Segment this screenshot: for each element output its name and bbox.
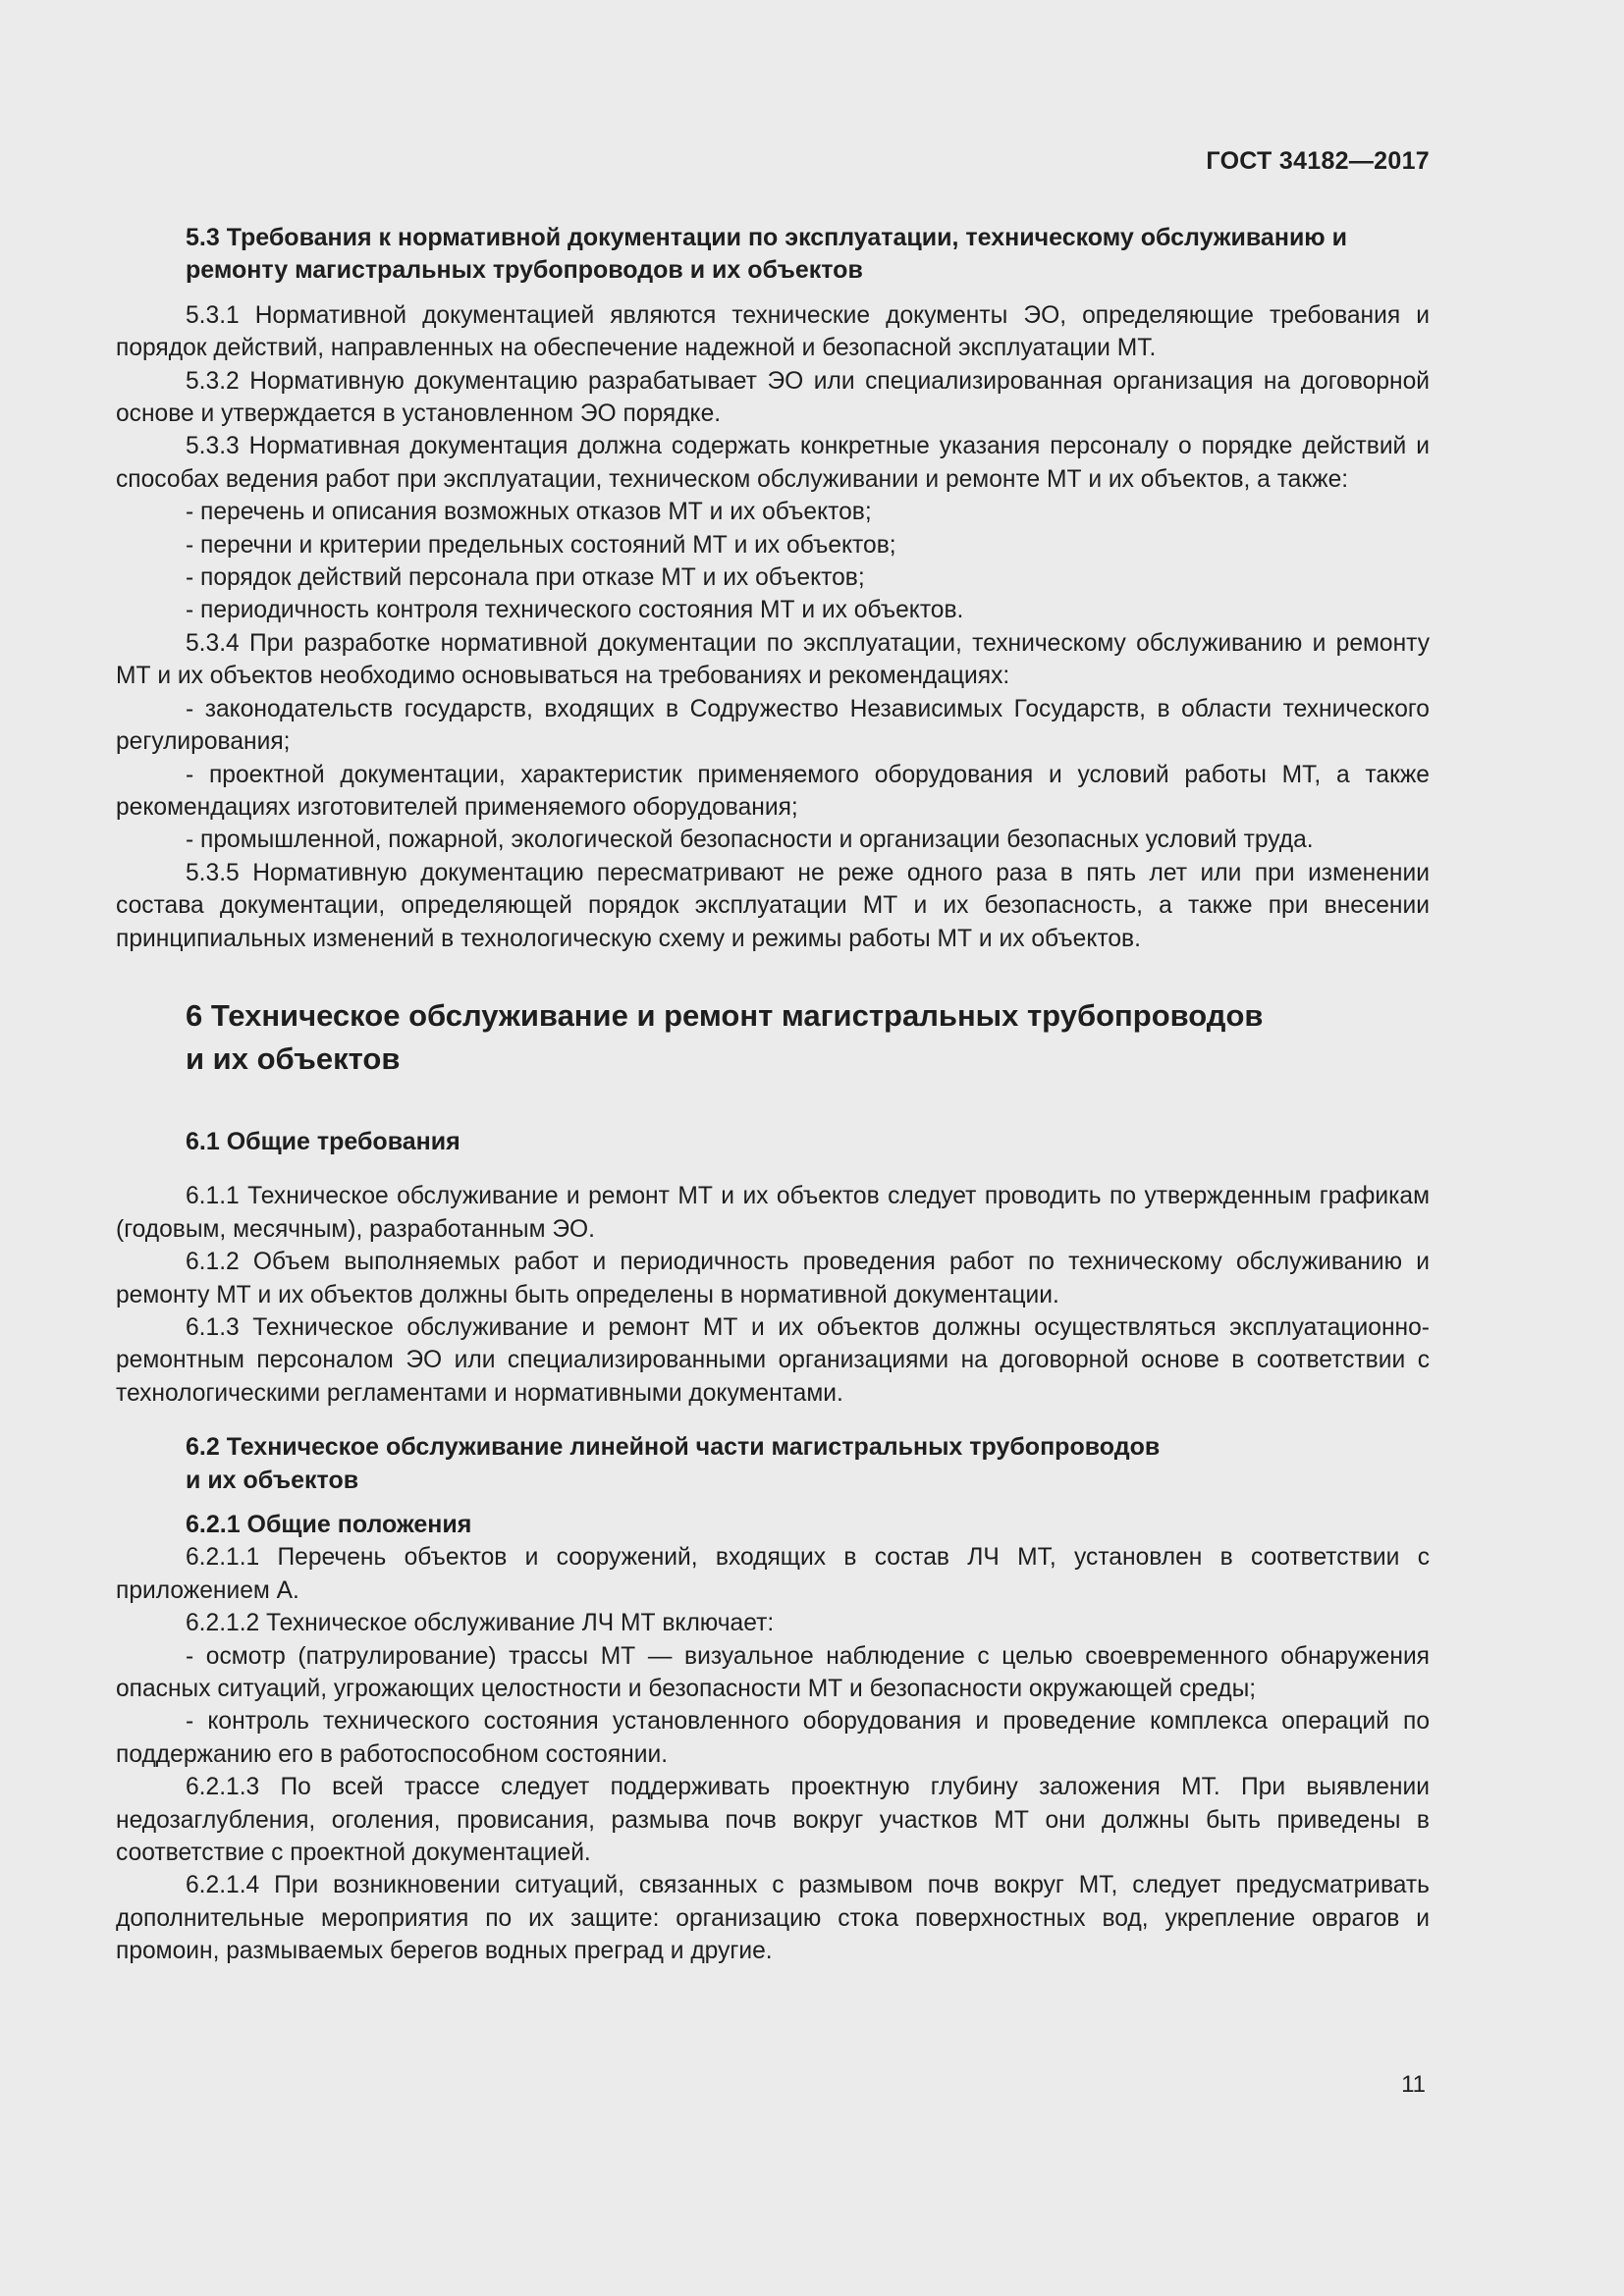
section-6-2-heading-line2: и их объектов <box>186 1466 359 1494</box>
paragraph-5-3-2: 5.3.2 Нормативную документацию разрабатывает ЭО или специализированная организация на договорной основе и утверждается в установленном ЭО порядке. <box>116 367 1430 428</box>
list-item: - контроль технического состояния установленного оборудования и проведение комплекса операций по поддержанию его в работоспособном состоянии. <box>116 1708 1430 1768</box>
list-item: - промышленной, пожарной, экологической безопасности и организации безопасных условий труда. <box>186 827 1314 854</box>
section-6-2-1-heading: 6.2.1 Общие положения <box>186 1511 472 1538</box>
section-6-2-heading-line1: 6.2 Техническое обслуживание линейной части магистральных трубопроводов <box>186 1433 1161 1462</box>
list-item: - перечень и описания возможных отказов МТ и их объектов; <box>186 499 872 526</box>
paragraph-6-1-1: 6.1.1 Техническое обслуживание и ремонт МТ и их объектов следует проводить по утвержденным графикам (годовым, месячным), разработанным ЭО. <box>116 1183 1430 1243</box>
section-6-1-heading: 6.1 Общие требования <box>186 1127 460 1155</box>
paragraph-6-1-2: 6.1.2 Объем выполняемых работ и периодичность проведения работ по техническому обслуживанию и ремонту МТ и их объектов должны быть определены в нормативной документации. <box>116 1249 1430 1308</box>
page-number: 11 <box>1401 2071 1426 2098</box>
paragraph-5-3-1: 5.3.1 Нормативной документацией являются технические документы ЭО, определяющие требования и порядок действий, направленных на обеспечение надежной и безопасной эксплуатации МТ. <box>116 301 1430 362</box>
section-6-2-heading <box>116 1431 1430 1497</box>
section-6-heading <box>116 994 1430 1081</box>
paragraph-5-3-3: 5.3.3 Нормативная документация должна содержать конкретные указания персоналу о порядке действий и способах ведения работ при эксплуатации, техническом обслуживании и ремонте МТ и их объектов, а также: <box>116 433 1430 493</box>
list-item: - порядок действий персонала при отказе МТ и их объектов; <box>186 564 865 592</box>
paragraph-5-3-4: 5.3.4 При разработке нормативной документации по эксплуатации, техническому обслуживанию и ремонту МТ и их объектов необходимо основываться на требованиях и рекомендациях: <box>116 629 1430 690</box>
paragraph-6-2-1-3: 6.2.1.3 По всей трассе следует поддерживать проектную глубину заложения МТ. При выявлении недозаглубления, оголения, провисания, размыва почв вокруг участков МТ они должны быть приведены в соответствие с проектной документацией. <box>116 1774 1430 1867</box>
list-item: - проектной документации, характеристик применяемого оборудования и условий работы МТ, а также рекомендациях изготовителей применяемого оборудования; <box>116 761 1430 821</box>
document-body <box>116 222 1430 1968</box>
list-item: - законодательств государств, входящих в Содружество Независимых Государств, в области технического регулирования; <box>116 695 1430 756</box>
paragraph-6-2-1-1: 6.2.1.1 Перечень объектов и сооружений, входящих в состав ЛЧ МТ, установлен в соответствии с приложением А. <box>116 1544 1430 1604</box>
section-6-heading-line1: 6 Техническое обслуживание и ремонт магистральных трубопроводов <box>186 997 1264 1033</box>
section-6-heading-line2: и их объектов <box>186 1041 401 1076</box>
paragraph-6-2-1-4: 6.2.1.4 При возникновении ситуаций, связанных с размывом почв вокруг МТ, следует предусматривать дополнительные мероприятия по их защите: организацию стока поверхностных вод, укрепление оврагов и промоин, размываемых берегов водных преград и другие. <box>116 1872 1430 1965</box>
list-item: - перечни и критерии предельных состояний МТ и их объектов; <box>186 531 896 559</box>
paragraph-6-1-3: 6.1.3 Техническое обслуживание и ремонт МТ и их объектов должны осуществляться эксплуатационно-ремонтным персоналом ЭО или специализированными организациями на договорной основе в соответствии с технологическими регламентами и нормативными документами. <box>116 1313 1430 1407</box>
section-5-3-heading: 5.3 Требования к нормативной документации по эксплуатации, техническому обслуживанию и ремонту магистральных трубопроводов и их объектов <box>186 224 1347 285</box>
document-code: ГОСТ 34182—2017 <box>1206 147 1430 175</box>
list-item: - осмотр (патрулирование) трассы МТ — визуальное наблюдение с целью своевременного обнаружения опасных ситуаций, угрожающих целостности и безопасности МТ и безопасности окружающей среды; <box>116 1642 1430 1703</box>
list-item: - периодичность контроля технического состояния МТ и их объектов. <box>186 597 964 624</box>
paragraph-6-2-1-2: 6.2.1.2 Техническое обслуживание ЛЧ МТ включает: <box>186 1610 775 1637</box>
paragraph-5-3-5: 5.3.5 Нормативную документацию пересматривают не реже одного раза в пять лет или при изменении состава документации, определяющей порядок эксплуатации МТ и их безопасность, а также при внесении принципиальных изменений в технологическую схему и режимы работы МТ и их объектов. <box>116 859 1430 952</box>
